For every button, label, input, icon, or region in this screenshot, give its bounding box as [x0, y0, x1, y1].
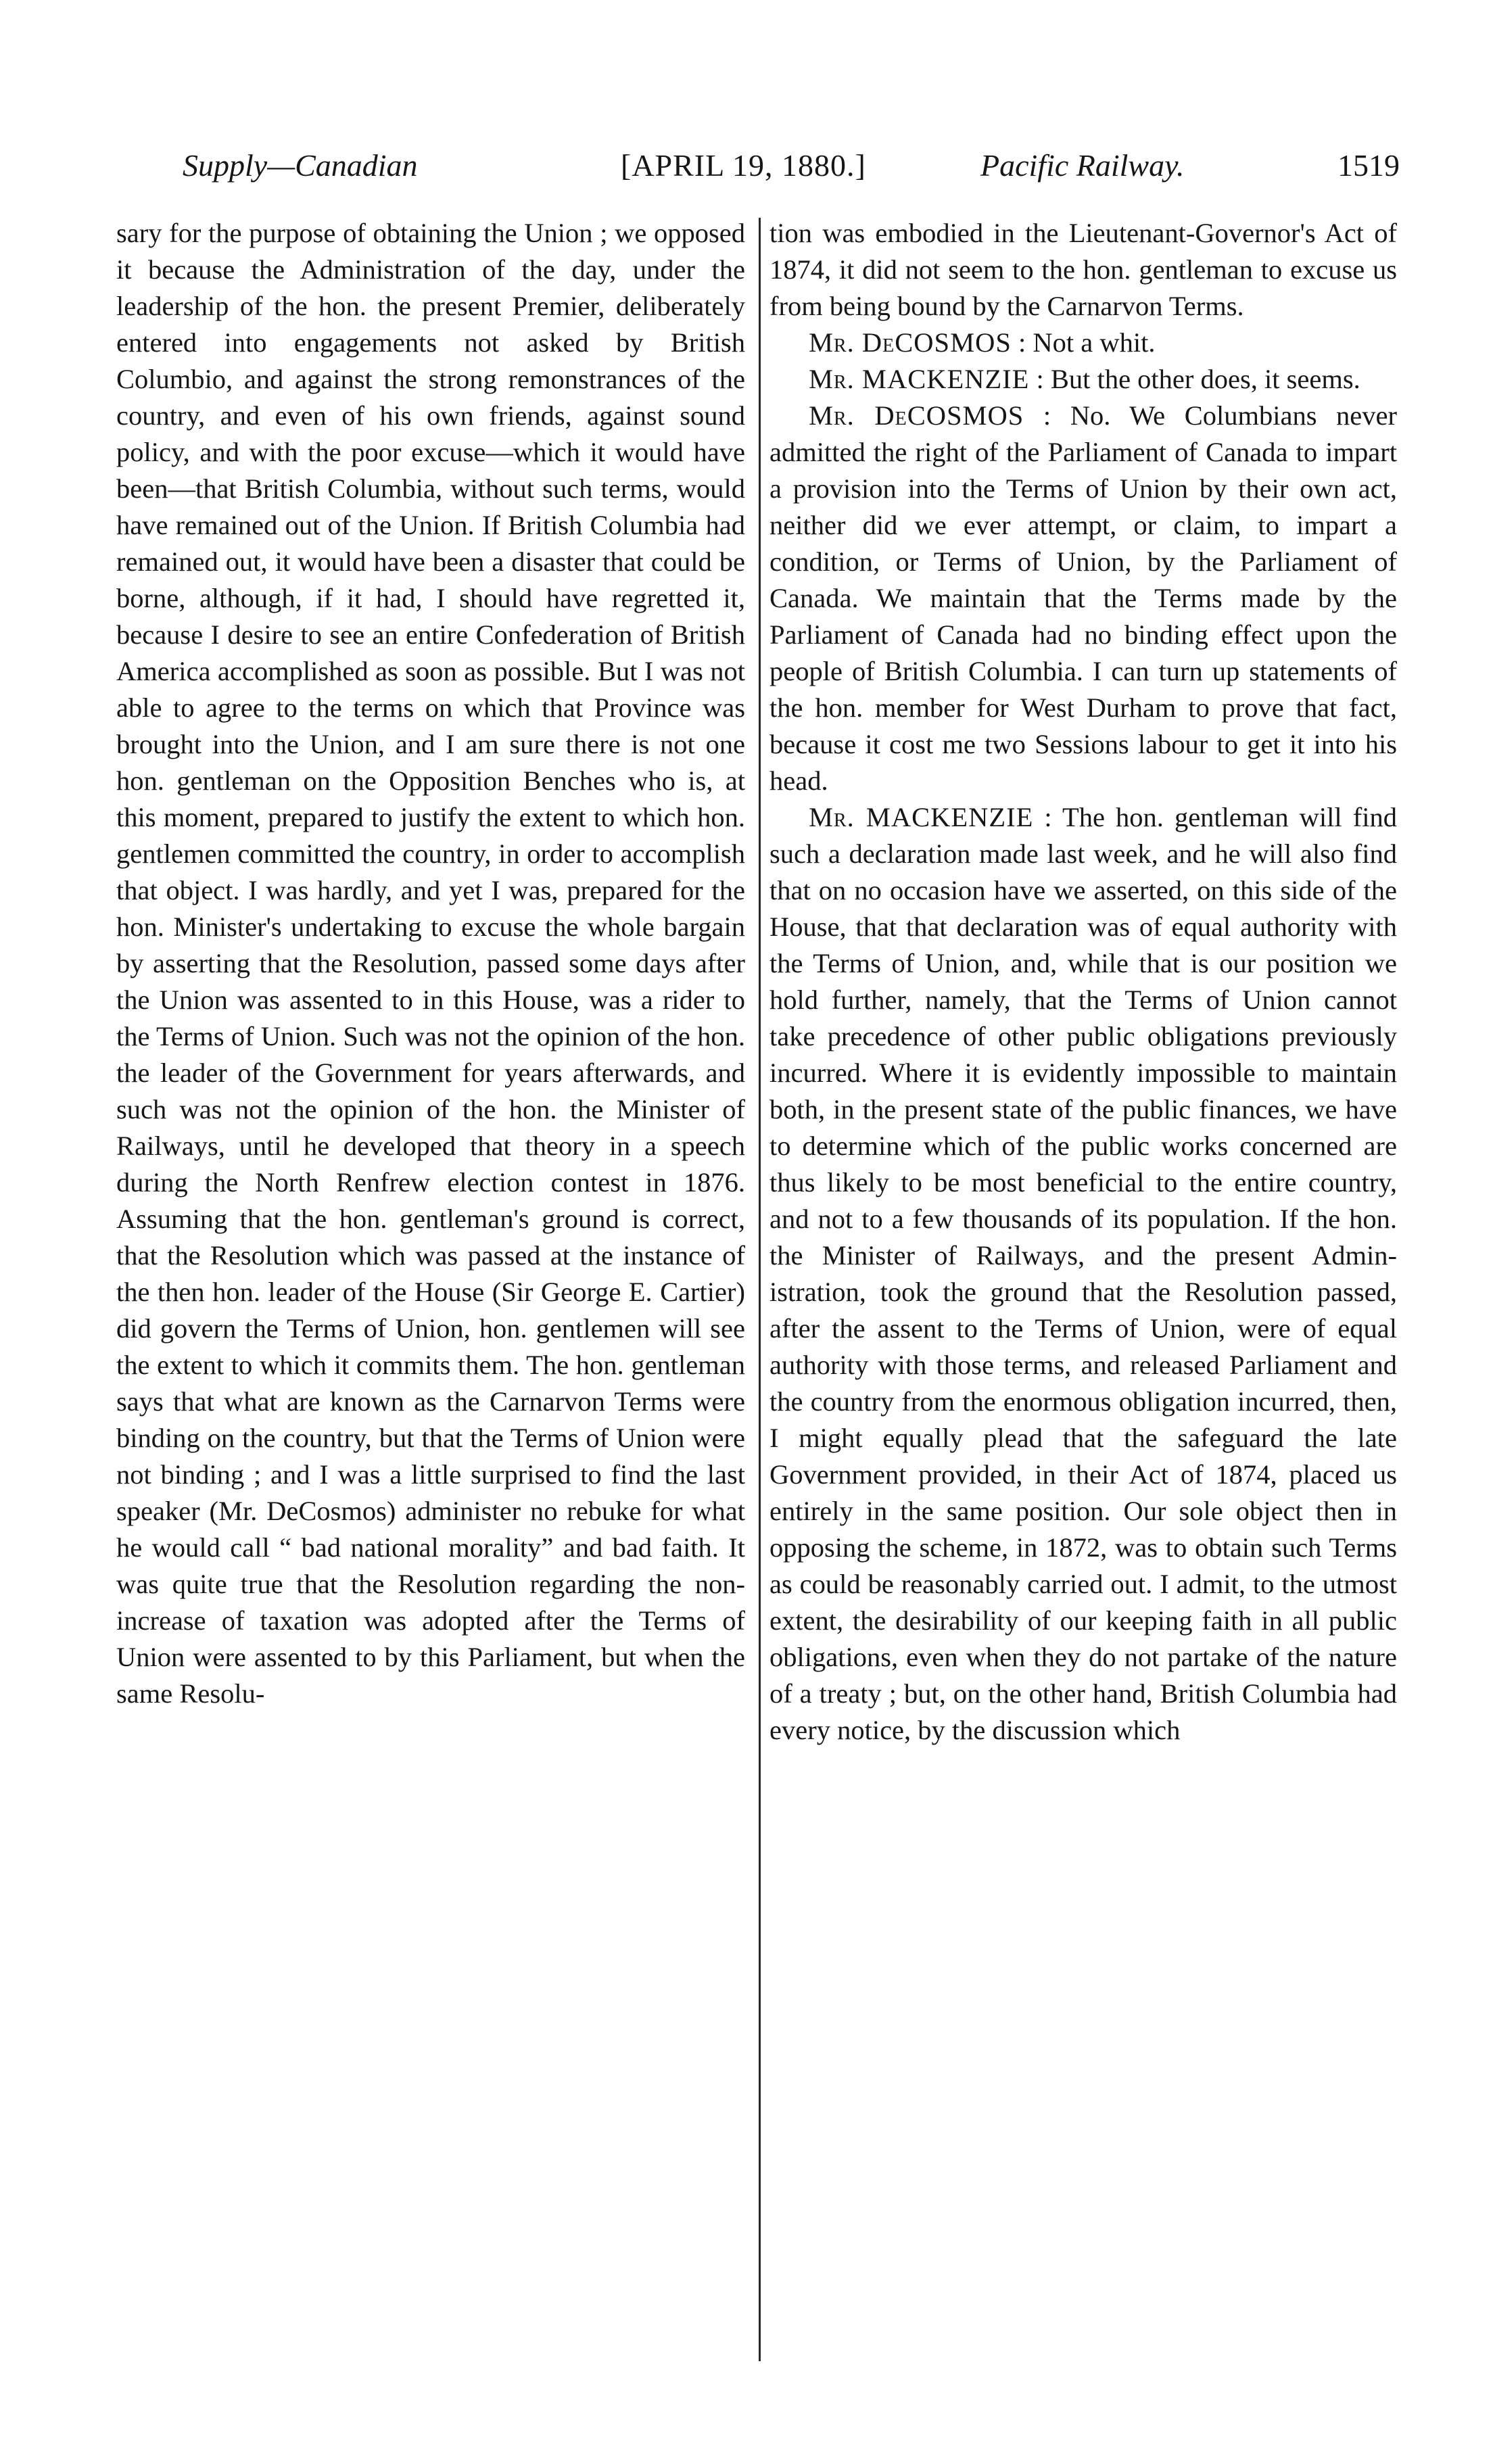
speech-decosmos-2 — [769, 398, 1397, 799]
speaker-name: Mr. MACKENZIE — [809, 364, 1030, 394]
speech-mackenzie-2 — [769, 799, 1397, 1749]
right-column — [769, 215, 1397, 1749]
header-subject: Pacific Railway. — [980, 148, 1185, 183]
page-number: 1519 — [1337, 148, 1400, 183]
header-section-title: Supply—Canadian — [183, 148, 418, 183]
speech-text: : No. We Columbians never admitted the right of the Parliament of Canada to impart a provision into the Terms of Union by their own act, neither did we ever attempt, or claim, to impart a condition, or Terms of Union, by the Parliament of Canada. We maintain that the Terms made by the Parliament of Canada had no binding effect upon the people of British Columbia. I can turn up statements of the hon. member for West Durham to prove that fact, because it cost me two Sessions labour to get it into his head. — [769, 400, 1397, 796]
speaker-name: Mr. MACKENZIE — [809, 802, 1034, 832]
right-paragraph-1: tion was embodied in the Lieutenant-Governor's Act of 1874, it did not seem to the hon. gentleman to excuse us from being bound by the Carnarvon Terms. — [769, 218, 1397, 321]
left-column — [116, 215, 745, 1712]
left-paragraph-1: sary for the purpose of obtaining the Union ; we opposed it because the Administration of the day, under the leadership of the hon. the present Premier, deliberately entered into engagements not asked by British Columbio, and against the strong remonstrances of the country, and even of his own friends, against sound policy, and with the poor excuse—which it would have been—that British Columbia, without such terms, would have remained out of the Union. If British Columbia had remained out, it would have been a disaster that could be borne, although, if it had, I should have regretted it, because I desire to see an entire Confederation of British America accomplished as soon as possible. But I was not able to agree to the terms on which that Province was brought into the Union, and I am sure there is not one hon. gentleman on the Opposition Benches who is, at this moment, prepared to justify the extent to which hon. gentlemen committed the country, in order to accomplish that object. I was hardly, and yet I was, prepared for the hon. Minister's undertaking to excuse the whole bargain by asserting that the Resolution, passed some days after the Union was assented to in this House, was a rider to the Terms of Union. Such was not the opinion of the hon. the leader of the Government for years afterwards, and such was not the opinion of the hon. the Minister of Railways, until he developed that theory in a speech during the North Renfrew election contest in 1876. Assuming that the hon. gentleman's ground is correct, that the Resolution which was passed at the instance of the then hon. leader of the House (Sir George E. Cartier) did govern the Terms of Union, hon. gentlemen will see the extent to which it commits them. The hon. gentleman says that what are known as the Carnarvon Terms were binding on the country, but that the Terms of Union were not binding ; and I was a little surprised to find the last speaker (Mr. DeCosmos) administer no rebuke for what he would call “ bad national morality” and bad faith. It was quite true that the Resolution regarding the non-increase of taxation was adopted after the Terms of Union were assented to by this Parliament, but when the same Resolu- — [116, 218, 745, 1709]
speaker-name: Mr. DeCOSMOS — [809, 400, 1024, 431]
speech-text: : Not a whit. — [1018, 327, 1156, 358]
speech-mackenzie-1 — [769, 361, 1397, 398]
speaker-name: Mr. DeCOSMOS — [809, 327, 1012, 358]
header-date: [APRIL 19, 1880.] — [621, 148, 866, 183]
speech-decosmos-1 — [769, 325, 1397, 361]
speech-text: : The hon. gentleman will find such a declaration made last week, and he will also find that on no occasion have we asserted, on this side of the House, that that declaration was of equal authority with the Terms of Union, and, while that is our position we hold further, namely, that the Terms of Union cannot take precedence of other public obligations previously incurred. Where it is evidently impossible to maintain both, in the present state of the public finances, we have to determine which of the public works concerned are thus likely to be most beneficial to the entire country, and not to a few thousands of its population. If the hon. the Minister of Railways, and the present Administration, took the ground that the Resolution passed, after the assent to the Terms of Union, were of equal authority with those terms, and released Parliament and the country from the enormous obligation incurred, then, I might equally plead that the safeguard the late Government provided, in their Act of 1874, placed us entirely in the same position. Our sole object then in opposing the scheme, in 1872, was to obtain such Terms as could be reasonably carried out. I admit, to the utmost extent, the desirability of our keeping faith in all public obligations, even when they do not partake of the nature of a treaty ; but, on the other hand, British Columbia had every notice, by the discussion which — [769, 802, 1397, 1745]
running-header — [183, 139, 1400, 193]
column-divider — [759, 218, 761, 2361]
speech-text: : But the other does, it seems. — [1036, 364, 1360, 394]
